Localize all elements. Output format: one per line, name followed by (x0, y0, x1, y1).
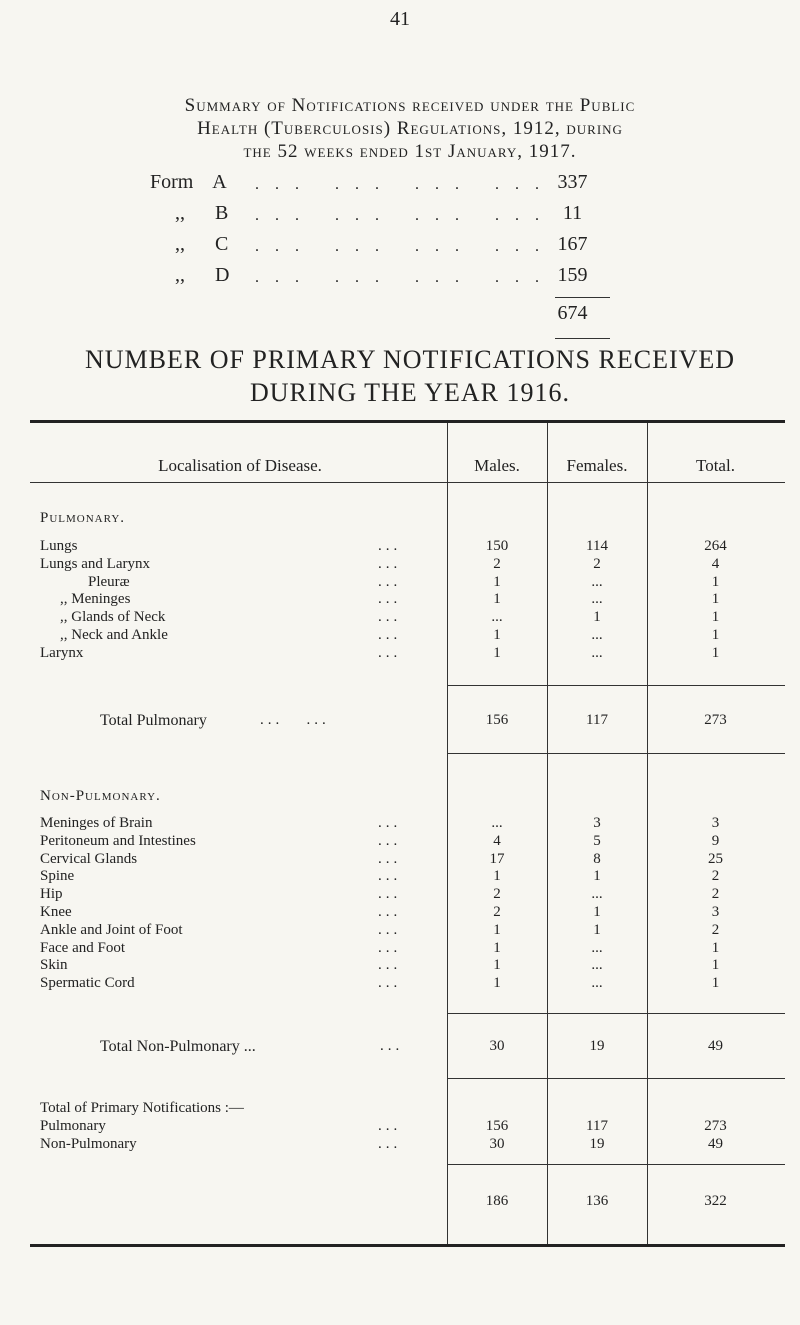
cell-total: 2 (711, 921, 720, 938)
cell-females: 3 (593, 815, 601, 831)
leader-dots: ... (378, 886, 402, 903)
form-prefix: ,, (175, 202, 185, 224)
form-count: 159 (557, 264, 588, 286)
leader-dots: . . . . . . . . . . . . (255, 176, 545, 193)
row-label: ,, Glands of Neck (60, 609, 166, 626)
row-label: Spine (40, 868, 75, 885)
cell-total: 1 (711, 573, 720, 590)
form-count: 11 (562, 202, 583, 224)
total-non-pulmonary-label: Total Non-Pulmonary ... (100, 1038, 256, 1055)
header-males: Males. (474, 456, 520, 475)
cell-females: ... (591, 573, 603, 590)
row-label: Pulmonary (40, 1118, 106, 1134)
total-pulmonary-males: 156 (485, 712, 509, 728)
cell-females: ... (591, 957, 603, 974)
leader-dots: ... (380, 1038, 404, 1054)
cell-males: 2 (493, 904, 501, 920)
cell-females: 1 (593, 609, 601, 626)
leader-dots: ... (378, 815, 402, 831)
cell-females: ... (591, 644, 603, 661)
cell-total: 264 (704, 538, 727, 554)
header-total: Total. (696, 456, 735, 475)
cell-males: ... (491, 609, 503, 626)
leader-dots: ... (378, 573, 402, 590)
summary-heading-line-2: Health (Tuberculosis) Regulations, 1912, during (197, 118, 623, 139)
cell-males: 30 (489, 1135, 505, 1152)
leader-dots: ... (378, 538, 402, 554)
cell-females: 114 (586, 538, 608, 554)
form-letter: A (212, 171, 227, 193)
row-label: Spermatic Cord (40, 975, 135, 992)
cell-males: 1 (493, 591, 501, 608)
section-title-pulmonary: Pulmonary. (40, 510, 126, 526)
cell-total: 9 (711, 832, 720, 849)
cell-total: 3 (711, 904, 720, 920)
grand-total-total: 322 (704, 1193, 727, 1209)
form-letter: D (215, 264, 230, 286)
row-label: Hip (40, 886, 63, 903)
leader-dots: ... (378, 868, 402, 885)
cell-males: 1 (493, 975, 501, 992)
cell-total: 1 (711, 975, 720, 992)
cell-males: 1 (493, 627, 501, 643)
grand-total-females: 136 (585, 1193, 609, 1209)
header-localisation: Localisation of Disease. (158, 456, 322, 475)
subtotal-rule (448, 753, 785, 754)
form-letter: C (215, 233, 229, 255)
cell-males: 156 (485, 1118, 509, 1134)
sum-rule (555, 297, 610, 298)
subtotal-rule (448, 1013, 785, 1014)
row-label: Meninges of Brain (40, 815, 153, 831)
cell-total: 3 (711, 815, 720, 831)
leader-dots: ... (378, 832, 402, 849)
cell-total: 1 (711, 609, 720, 626)
cell-total: 4 (711, 555, 720, 572)
cell-females: ... (591, 975, 603, 992)
primary-totals-title: Total of Primary Notifications :— (40, 1100, 244, 1116)
cell-total: 1 (711, 591, 720, 608)
cell-total: 49 (708, 1135, 723, 1152)
leader-dots: ... (378, 609, 402, 626)
leader-dots: ... (378, 939, 402, 956)
subtotal-rule (448, 1078, 785, 1079)
form-prefix: Form (150, 171, 194, 193)
row-label: Lungs and Larynx (40, 555, 150, 572)
table-heading-line-2: DURING THE YEAR 1916. (250, 378, 570, 407)
row-label: ,, Neck and Ankle (60, 627, 168, 643)
cell-females: 117 (586, 1118, 608, 1134)
leader-dots: . . . . . . . . . . . . (255, 207, 545, 224)
cell-females: ... (591, 591, 603, 608)
row-label: Larynx (40, 644, 84, 661)
leader-dots: . . . . . . . . . . . . (255, 238, 545, 255)
cell-total: 273 (704, 1118, 727, 1134)
cell-males: 1 (493, 644, 501, 661)
cell-females: 8 (593, 850, 601, 867)
leader-dots: ... (378, 1135, 402, 1152)
summary-heading-line-1: Summary of Notifications received under the Public (184, 95, 636, 116)
header-rule (30, 482, 785, 483)
cell-females: 1 (593, 904, 601, 920)
row-label: Peritoneum and Intestines (40, 832, 196, 849)
form-letter: B (215, 202, 229, 224)
total-pulmonary-label: Total Pulmonary (100, 712, 207, 729)
grand-total-rule (448, 1164, 785, 1165)
leader-dots: ... (378, 957, 402, 974)
table-heading-line-1: NUMBER OF PRIMARY NOTIFICATIONS RECEIVED (84, 345, 736, 374)
row-label: Ankle and Joint of Foot (40, 921, 183, 938)
cell-males: 1 (493, 868, 501, 885)
cell-total: 2 (711, 868, 720, 885)
total-non-pulmonary-females: 19 (589, 1038, 605, 1054)
page-number: 41 (390, 8, 410, 30)
leader-dots: ... (378, 591, 402, 608)
cell-males: 1 (493, 957, 501, 974)
cell-females: 1 (593, 868, 601, 885)
cell-males: ... (491, 815, 503, 831)
form-count: 167 (557, 233, 588, 255)
table-bottom-rule (30, 1244, 785, 1247)
leader-dots: ... (378, 850, 402, 867)
cell-total: 1 (711, 957, 720, 974)
cell-males: 2 (493, 886, 501, 903)
form-count: 337 (557, 171, 588, 193)
row-label: Skin (40, 957, 68, 974)
cell-males: 4 (493, 832, 501, 849)
cell-females: ... (591, 627, 603, 643)
total-non-pulmonary-total: 49 (708, 1038, 723, 1054)
cell-females: 2 (593, 555, 601, 572)
row-label: Pleuræ (88, 573, 130, 590)
cell-total: 1 (711, 939, 720, 956)
summary-heading-line-3: the 52 weeks ended 1st January, 1917. (243, 141, 577, 162)
table-top-rule (30, 420, 785, 423)
cell-females: ... (591, 886, 603, 903)
row-label: ,, Meninges (60, 591, 131, 608)
cell-total: 2 (711, 886, 720, 903)
cell-females: 5 (593, 832, 601, 849)
total-pulmonary-females: 117 (586, 712, 608, 728)
leader-dots: ... (378, 644, 402, 661)
cell-total: 1 (711, 644, 720, 661)
form-prefix: ,, (175, 264, 185, 286)
cell-females: 1 (593, 921, 601, 938)
cell-total: 25 (708, 850, 723, 867)
cell-males: 1 (493, 939, 501, 956)
leader-dots: ... (378, 975, 402, 992)
cell-males: 2 (493, 555, 501, 572)
cell-females: ... (591, 939, 603, 956)
header-females: Females. (566, 456, 628, 475)
leader-dots: ... (378, 627, 402, 643)
forms-total: 674 (557, 302, 588, 324)
leader-dots: ... (378, 904, 402, 920)
row-label: Lungs (40, 538, 78, 554)
cell-males: 17 (489, 850, 505, 867)
row-label: Cervical Glands (40, 850, 138, 867)
subtotal-rule (448, 685, 785, 686)
row-label: Knee (40, 904, 72, 920)
row-label: Non-Pulmonary (40, 1135, 137, 1152)
total-pulmonary-total: 273 (704, 712, 727, 728)
sum-rule-bottom (555, 338, 610, 339)
total-non-pulmonary-males: 30 (489, 1038, 505, 1054)
cell-males: 1 (493, 921, 501, 938)
cell-total: 1 (711, 627, 720, 643)
row-label: Face and Foot (40, 939, 125, 956)
section-title-non-pulmonary: Non-Pulmonary. (40, 788, 161, 804)
leader-dots: . . . . . . . . . . . . (255, 269, 545, 286)
leader-dots: ... (378, 555, 402, 572)
form-prefix: ,, (175, 233, 185, 255)
grand-total-males: 186 (485, 1193, 509, 1209)
leader-dots: ... (378, 921, 402, 938)
cell-males: 150 (485, 538, 509, 554)
leader-dots: ... ... (260, 712, 330, 728)
leader-dots: ... (378, 1118, 402, 1134)
cell-males: 1 (493, 573, 501, 590)
cell-females: 19 (589, 1135, 605, 1152)
